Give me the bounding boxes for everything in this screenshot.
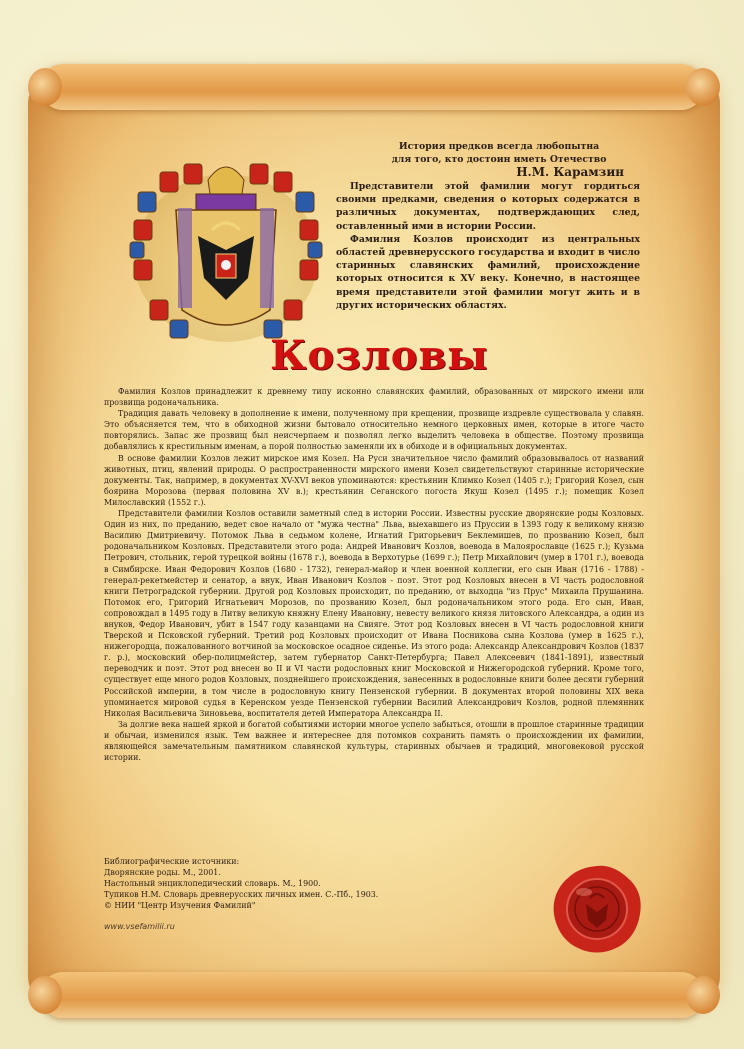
copyright-line: © НИИ "Центр Изучения Фамилий" (104, 901, 256, 911)
body-paragraph: Традиция давать человеку в дополнение к имени, полученному при крещении, прозвище издревле существовала у славян. Это объясняется тем, что в обиходной жизни бытовало относительно немного церковных имен, которые в итоге часто повторялись. Запас же прозвищ был неисчерпаем и позволял легко выделить человека в обществе. Поэтому прозвища добавлялись к крестильным именам, а порой полностью заменяли их в обиходе и в официальных документах. (104, 409, 644, 452)
scroll-bottom-roll (40, 972, 704, 1018)
body-paragraph: В основе фамилии Козлов лежит мирское имя Козел. На Руси значительное число фамилий образовывалось от названий животных, птиц, явлений природы. О распространенности мирского имени Козел свидетельствуют старинные исторические документы. Так, например, в документах XV-XVI веков упоминаются: крестьянин Климко Козел (1405 г.); Григорий Козел, сын боярина Морозова (первая половина XV в.); крестьянин Сеганского погоста Якуш Козел (1495 г.); помещик Козел Милославский (1552 г.). (104, 453, 644, 507)
wax-seal-icon (550, 862, 644, 956)
epigraph-quote (360, 140, 638, 179)
source-item: Дворянские роды. М., 2001. (104, 868, 221, 878)
body-paragraph: Представители фамилии Козлов оставили заметный след в истории России. Известны русские дворянские роды Козловых. Один из них, по преданию, ведет свое начало от "мужа честна" Льва, выехавшего из Пруссии в 1393 году к великому князю Василию Дмитриевичу. Потомок Льва в седьмом колене, Игнатий Григорьевич Беклемишев, по прозванию Козел, был родоначальником Козловых. Представители этого рода: Андрей Иванович Козлов, воевода в Малоярославце (1625 г.); Кузьма Петрович, стольник, герой турецкой войны (1678 г.), воевода в Верхотурье (1699 г.); Петр Михайлович (умер в 1701 г.), воевода в Симбирске. Иван Федорович Козлов (1680 - 1732), генерал-майор и член военной коллегии, его сын Иван (1716 - 1788) - генерал-рекетмейстер и сенатор, а внук, Иван Иванович Козлов - поэт. Этот род Козловых внесен в VI часть родословной книги Петроградской губернии. Другой род Козловых происходит, по преданию, от выходца "из Прус" Михаила Прушанина. Потомок его, Григорий Игнатьевич Морозов, по прозванию Козел, был родоначальником этого рода. Его сын, Иван, сопровождал в 1495 году в Литву великую княжну Елену Ивановну, невесту великого князя литовского Александра, а один из внуков, Федор Иванович, убит в 1547 году казанцами на Свияге. Этот род Козловых внесен в VI часть родословной книги Тверской и Псковской губерний. Третий род Козловых происходит от Ивана Посникова сына Козлова (умер в 1625 г.), нижегородца, пожалованного вотчиной за московское осадное сиденье. Из этого рода: Александр Александрович Козлов (1837 г. р.), московский обер-полицмейстер, затем губернатор Санкт-Петербурга; Павел Алексеевич (1841-1891), известный переводчик и поэт. Этот род внесен во II и VI части родословных книг Московской и Нижегородской губерний. Кроме того, существует еще много родов Козловых, позднейшего происхождения, занесенных в родословные книги более десяти губерний Российской империи, в том числе в родословную книгу Пензенской губернии. В документах второй половины XIX века упоминается мировой судья в Керенском уезде Пензенской губернии Василий Александрович Козлов, родной племянник Николая Васильевича Зиновьева, воспитателя детей Императора Александра II. (104, 509, 644, 718)
epigraph-author: Н.М. Карамзин (516, 165, 624, 179)
imperial-coat-of-arms-icon (120, 150, 332, 346)
scroll-top-roll (40, 64, 704, 110)
scroll-end-left-bottom (28, 976, 62, 1014)
epigraph-line-2: для того, кто достоин иметь Отечество (391, 154, 607, 165)
source-item: Настольный энциклопедический словарь. М., 1900. (104, 879, 321, 889)
sources-heading: Библиографические источники: (104, 857, 240, 866)
body-text (104, 386, 644, 763)
scroll-end-right-bottom (686, 976, 720, 1014)
intro-paragraph: Представители этой фамилии могут гордиться своими предками, сведения о которых содержатся в различных документах, подтверждающих след, оставленный ими в истории России. (336, 181, 640, 232)
source-item: Тупиков Н.М. Словарь древнерусских личных имен. С.-Пб., 1903. (104, 890, 379, 900)
website-link[interactable]: www.vsefamilii.ru (104, 922, 175, 931)
intro-text (336, 180, 640, 312)
body-paragraph: За долгие века нашей яркой и богатой событиями истории многое успело забыться, отошли в прошлое старинные традиции и обычаи, изменился язык. Тем важнее и интереснее для потомков сохранить память о происхождении их фамилии, являющейся замечательным памятником славянской культуры, старинных обычаев и традиций, многовековой русской истории. (104, 719, 644, 763)
intro-paragraph: Фамилия Козлов происходит из центральных областей древнерусского государства и входит в число старинных славянских фамилий, происхождение которых относится к XV веку. Конечно, в настоящее время представители этой фамилии могут жить и в других исторических областях. (336, 233, 640, 311)
body-paragraph: Фамилия Козлов принадлежит к древнему типу исконно славянских фамилий, образованных от мирского имени или прозвища родоначальника. (104, 387, 644, 408)
surname-title: Козловы (270, 332, 489, 379)
epigraph-line-1: История предков всегда любопытна (398, 141, 600, 152)
scroll-end-left-top (28, 68, 62, 106)
sources-list (104, 856, 464, 911)
scroll-end-right-top (686, 68, 720, 106)
